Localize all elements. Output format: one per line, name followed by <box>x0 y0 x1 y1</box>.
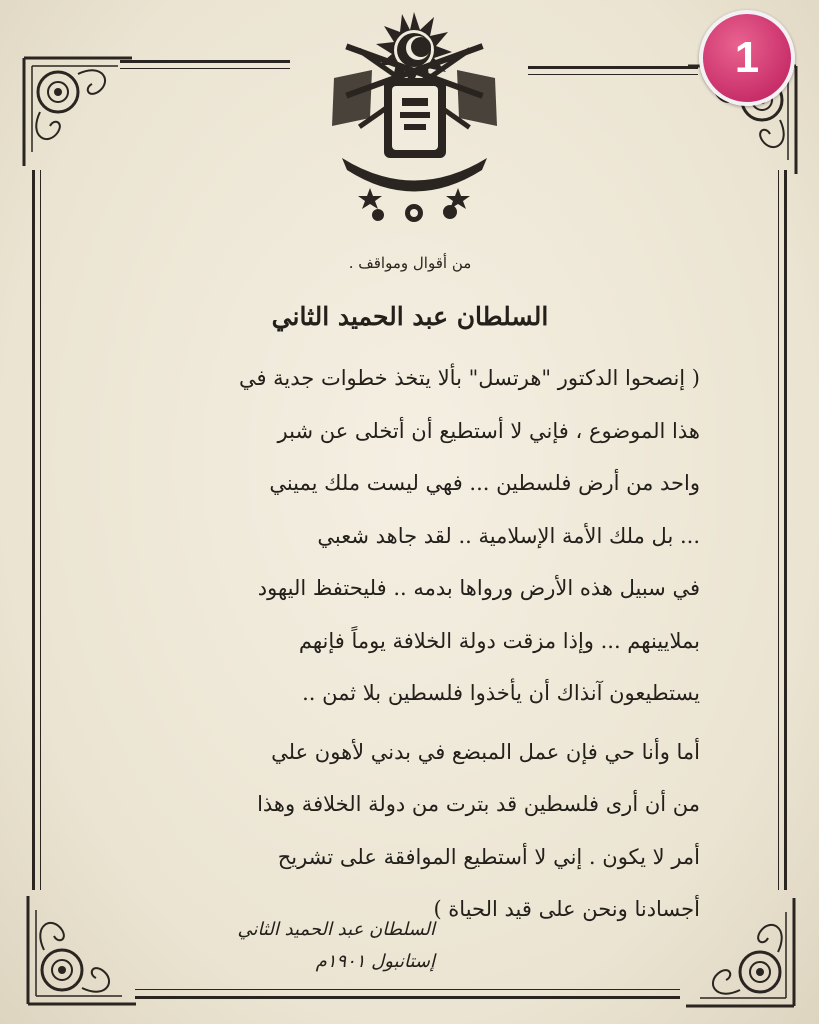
quote-line: ( إنصحوا الدكتور "هرتسل" بألا يتخذ خطوات جدية في <box>238 366 700 390</box>
frame-top-left-rule-inner <box>120 68 290 69</box>
quote-line: يستطيعون آنذاك أن يأخذوا فلسطين بلا ثمن .. <box>302 681 700 705</box>
frame-bottom-rule-inner <box>135 989 680 990</box>
quote-line: أما وأنا حي فإن عمل المبضع في بدني لأهون علي <box>271 739 700 764</box>
frame-top-right-rule-inner <box>528 74 698 75</box>
page-title: السلطان عبد الحميد الثاني <box>271 302 549 331</box>
ornamental-corner-icon <box>18 52 138 172</box>
subheading: من أقوال ومواقف . <box>348 254 472 272</box>
quote-line: ... بل ملك الأمة الإسلامية .. لقد جاهد شعبي <box>317 523 700 548</box>
quote-line: أمر لا يكون . إني لا أستطيع الموافقة على تشريح <box>277 844 700 869</box>
frame-top-right-rule <box>528 66 698 69</box>
quote-line: واحد من أرض فلسطين ... فهي ليست ملك يميني <box>269 471 700 495</box>
frame-right-rule <box>784 170 787 890</box>
page-number-badge <box>699 10 795 106</box>
signature-block <box>205 915 435 979</box>
frame-right-rule-inner <box>778 170 779 890</box>
signature-place-year: إستانبول ١٩٠١م <box>315 951 435 972</box>
frame-top-left-rule <box>120 60 290 63</box>
frame-left-rule <box>32 170 35 890</box>
badge-number: 1 <box>734 33 760 82</box>
quote-line: في سبيل هذه الأرض ورواها بدمه .. فليحتفظ اليهود <box>257 576 700 600</box>
quote-line: من أن أرى فلسطين قد بترت من دولة الخلافة وهذا <box>257 792 700 816</box>
quote-body <box>125 352 700 936</box>
quote-line: بملايينهم ... وإذا مزقت دولة الخلافة يوماً فإنهم <box>298 628 700 653</box>
signature-name: السلطان عبد الحميد الثاني <box>237 919 435 940</box>
ornamental-corner-icon <box>22 890 142 1010</box>
quote-line: هذا الموضوع ، فإني لا أستطيع أن أتخلى عن شبر <box>277 418 700 443</box>
frame-bottom-rule <box>135 996 680 999</box>
quote-line: أجسادنا ونحن على قيد الحياة ) <box>433 897 700 921</box>
frame-left-rule-inner <box>40 170 41 890</box>
ottoman-coat-of-arms-icon <box>312 8 517 228</box>
